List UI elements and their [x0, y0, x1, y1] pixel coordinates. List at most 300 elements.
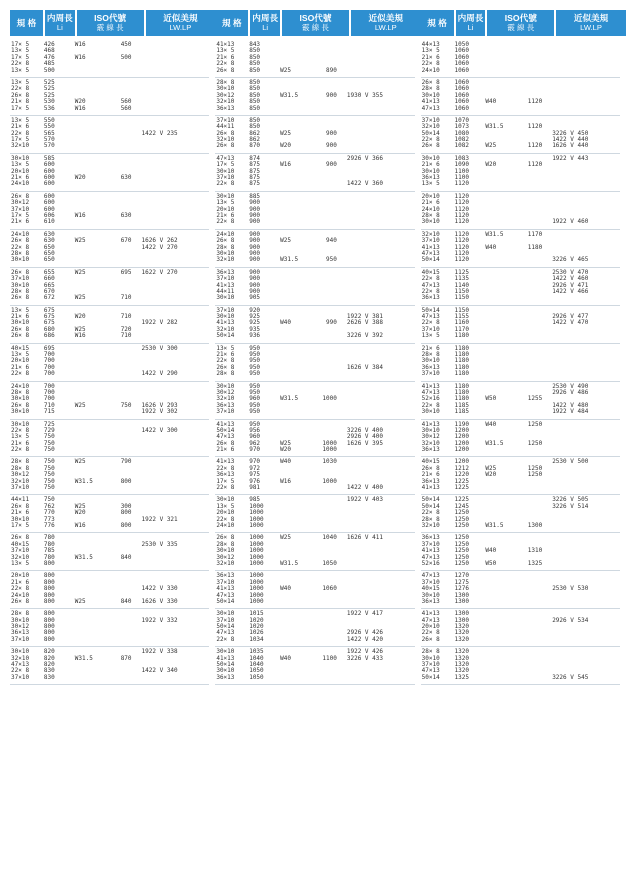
iso-code: W40 [485, 420, 497, 428]
inner-length-cell: 500 [43, 66, 55, 74]
spec-cell: 30×12 [216, 91, 235, 99]
spec-cell: 21× 6 [11, 363, 30, 371]
spec-cell: 26× 8 [421, 142, 440, 150]
inner-length-cell: 725 [43, 420, 55, 428]
iso-length: 710 [120, 313, 132, 321]
inner-length-cell: 950 [249, 370, 261, 378]
spec-cell: 30×10 [421, 408, 440, 416]
lw-cell: 1422 V 360 [346, 180, 383, 188]
iso-length: 710 [120, 294, 132, 302]
spec-cell: 30×12 [421, 433, 440, 441]
row-group [215, 495, 414, 533]
lw-cell: 2926 V 534 [552, 616, 589, 624]
inner-length-cell: 962 [249, 439, 261, 447]
iso-code: W50 [485, 395, 497, 403]
lw-cell: 1922 V 484 [552, 408, 589, 416]
inner-length-cell: 1135 [454, 275, 469, 283]
lw-cell: 2926 V 486 [552, 388, 589, 396]
spec-cell: 36×13 [421, 174, 440, 182]
table-row [421, 181, 620, 187]
inner-length-cell: 750 [43, 464, 55, 472]
iso-length [131, 409, 132, 415]
header-spec [421, 10, 454, 36]
spec-cell: 32×10 [421, 230, 440, 238]
spec-cell: 47×13 [216, 154, 235, 162]
inner-length-cell: 700 [43, 357, 55, 365]
inner-length-cell: 600 [43, 205, 55, 213]
table-row [215, 485, 414, 491]
spec-cell: 21× 6 [11, 174, 30, 182]
inner-length-cell: 1225 [454, 477, 469, 485]
header-inner-length-sublabel: Li [467, 23, 474, 32]
spec-cell: 13× 5 [421, 47, 440, 55]
iso-length [541, 295, 542, 301]
iso-cell [483, 409, 550, 415]
inner-length-cell: 485 [43, 60, 55, 68]
spec-cell: 36×13 [421, 446, 440, 454]
spec-cell: 30×10 [216, 610, 235, 618]
spec-cell: 50×14 [421, 256, 440, 264]
spec-cell: 40×15 [421, 458, 440, 466]
inner-length-cell: 1320 [454, 648, 469, 656]
spec-cell: 37×10 [216, 275, 235, 283]
spec-cell: 36×13 [216, 104, 235, 112]
lw-cell: 1626 V 330 [141, 597, 178, 605]
iso-length: 1120 [527, 98, 543, 106]
table-body [10, 40, 209, 884]
inner-length-cell: 985 [249, 496, 261, 504]
inner-length-cell: 525 [43, 85, 55, 93]
lw-cell: 1922 V 338 [141, 648, 178, 656]
spec-cell: 30×10 [11, 154, 30, 162]
spec-cell: 36×13 [216, 673, 235, 681]
lw-cell [140, 637, 210, 643]
lw-cell: 2926 V 477 [552, 313, 589, 321]
spec-cell: 28× 8 [216, 243, 235, 251]
lw-cell [140, 219, 210, 225]
spec-cell: 41×13 [421, 547, 440, 555]
spec-cell: 37×10 [11, 547, 30, 555]
iso-cell [278, 295, 345, 301]
iso-code [279, 523, 280, 529]
row-group [215, 268, 414, 306]
iso-code: W25 [280, 534, 291, 542]
lw-cell [550, 447, 620, 453]
spec-cell: 41×13 [216, 41, 235, 48]
spec-cell: 41×13 [421, 243, 440, 251]
iso-code: W16 [74, 104, 86, 112]
spec-cell: 22× 8 [11, 426, 30, 434]
spec-cell: 37×10 [11, 635, 30, 643]
iso-cell [483, 68, 550, 74]
inner-length-cell: 600 [43, 199, 55, 207]
iso-length [541, 68, 542, 74]
iso-code [279, 599, 280, 605]
inner-length-cell: 1060 [454, 104, 469, 112]
iso-length [336, 333, 337, 339]
iso-length [541, 181, 542, 187]
inner-length-cell: 1300 [454, 610, 469, 618]
iso-length: 1250 [527, 464, 543, 472]
spec-cell: 32×10 [11, 142, 30, 150]
inner-length-cell: 830 [43, 667, 55, 675]
inner-length-cell: 780 [43, 553, 55, 561]
header-iso-sublabel: 霰 線 長 [507, 23, 535, 32]
inner-length-cell: 1000 [249, 597, 264, 605]
row-group [215, 154, 414, 192]
iso-code: W40 [485, 243, 497, 251]
spec-cell: 50×14 [216, 623, 235, 631]
header-iso-sublabel: 霰 線 長 [301, 23, 329, 32]
iso-length [131, 485, 132, 491]
lw-cell [550, 561, 620, 567]
spec-cell: 30×10 [421, 654, 440, 662]
inner-length-cell: 950 [249, 401, 261, 409]
lw-cell [550, 371, 620, 377]
inner-length-cell: 1000 [249, 572, 264, 580]
spec-cell: 21× 8 [11, 98, 30, 106]
lw-cell: 1422 V 420 [346, 635, 383, 643]
inner-length-cell: 1250 [454, 534, 469, 542]
spec-cell: 32×10 [11, 477, 30, 485]
lw-cell: 1922 V 321 [141, 515, 178, 523]
inner-length-cell: 1034 [249, 635, 264, 643]
iso-cell [73, 523, 140, 529]
table-row [215, 447, 414, 453]
spec-cell: 13× 5 [216, 502, 235, 510]
inner-length-cell: 600 [43, 180, 55, 188]
spec-cell: 30×10 [216, 313, 235, 321]
spec-cell: 21× 6 [216, 53, 235, 61]
lw-cell [140, 333, 210, 339]
header-inner-length [250, 10, 280, 36]
inner-length-cell: 570 [43, 142, 55, 150]
spec-cell: 50×14 [216, 597, 235, 605]
iso-code [279, 295, 280, 301]
spec-cell: 13× 5 [216, 344, 235, 352]
iso-length: 1100 [322, 654, 337, 662]
inner-length-cell: 875 [249, 161, 261, 169]
lw-cell [550, 485, 620, 491]
inner-length-cell: 655 [43, 268, 55, 276]
spec-cell: 24×10 [11, 591, 30, 599]
spec-cell: 47×13 [11, 661, 30, 669]
spec-cell: 40×15 [421, 585, 440, 593]
spec-cell: 26× 8 [11, 268, 30, 276]
iso-cell [73, 675, 140, 681]
inner-length-cell: 800 [43, 559, 55, 567]
inner-length-cell: 650 [43, 249, 55, 257]
inner-length-cell: 600 [43, 192, 55, 200]
iso-code [279, 485, 280, 491]
inner-length-cell: 1200 [454, 433, 469, 441]
inner-length-cell: 1250 [454, 522, 469, 529]
iso-code: W31.5 [74, 477, 93, 485]
inner-length-cell: 700 [43, 351, 55, 359]
iso-cell [73, 447, 140, 453]
inner-length-cell: 600 [43, 167, 55, 175]
spec-cell: 37×10 [11, 205, 30, 213]
spec-cell: 22× 8 [11, 370, 30, 378]
inner-length-cell: 800 [43, 610, 55, 618]
lw-cell [140, 295, 210, 301]
inner-length-cell: 1000 [249, 534, 264, 542]
lw-cell: 1922 V 332 [141, 616, 178, 624]
inner-length-cell: 900 [249, 275, 261, 283]
row-group [10, 192, 209, 230]
spec-cell: 30×10 [216, 167, 235, 175]
spec-cell: 37×10 [421, 370, 440, 378]
spec-cell: 22× 8 [216, 515, 235, 523]
spec-cell: 50×14 [216, 661, 235, 669]
inner-length-cell: 630 [43, 237, 55, 245]
inner-length-cell: 950 [249, 357, 261, 365]
iso-cell [278, 219, 345, 225]
inner-length-cell: 715 [43, 408, 55, 416]
inner-length-cell: 785 [43, 547, 55, 555]
spec-cell: 21× 6 [11, 509, 30, 517]
spec-cell: 26× 8 [216, 534, 235, 542]
header-inner-length-sublabel: Li [56, 23, 63, 32]
inner-length-cell: 900 [249, 199, 261, 207]
inner-length-cell: 1320 [454, 623, 469, 631]
inner-length-cell: 885 [249, 192, 261, 200]
spec-cell: 22× 8 [11, 129, 30, 137]
spec-cell: 22× 8 [421, 136, 440, 144]
spec-cell: 28× 8 [11, 458, 30, 466]
iso-code: W25 [74, 268, 86, 276]
spec-cell: 26× 8 [11, 534, 30, 542]
iso-length [131, 143, 132, 149]
iso-code [484, 447, 485, 453]
row-group [10, 230, 209, 268]
spec-cell: 30×10 [421, 591, 440, 599]
iso-length [336, 409, 337, 415]
iso-length [541, 447, 542, 453]
inner-length-cell: 1000 [249, 547, 264, 555]
spec-cell: 13× 5 [216, 199, 235, 207]
spec-table [215, 10, 414, 884]
row-group [215, 533, 414, 571]
spec-cell: 22× 8 [11, 585, 30, 593]
inner-length-cell: 1180 [454, 388, 469, 396]
inner-length-cell: 550 [43, 116, 55, 124]
inner-length-cell: 1035 [249, 648, 264, 656]
inner-length-cell: 935 [249, 325, 261, 333]
iso-length: 1120 [527, 161, 543, 169]
spec-cell: 22× 8 [421, 287, 440, 295]
inner-length-cell: 1083 [454, 154, 469, 162]
spec-cell: 26× 8 [11, 502, 30, 510]
spec-cell: 32×10 [11, 553, 30, 561]
spec-cell: 22× 8 [421, 401, 440, 409]
inner-length-cell: 1180 [454, 370, 469, 378]
table-row [421, 257, 620, 263]
row-group [215, 344, 414, 382]
inner-length-cell: 1200 [454, 439, 469, 447]
spec-cell: 22× 8 [216, 635, 235, 643]
spec-cell: 28× 8 [421, 85, 440, 93]
inner-length-cell: 672 [43, 294, 55, 302]
lw-cell [345, 106, 415, 112]
spec-cell: 36×13 [216, 268, 235, 276]
lw-cell: 1622 V 270 [141, 268, 178, 276]
row-group [421, 344, 620, 382]
iso-length: 990 [326, 319, 337, 327]
iso-length: 1310 [527, 547, 543, 555]
iso-code [484, 371, 485, 377]
spec-cell: 20×10 [11, 167, 30, 175]
inner-length-cell: 1073 [454, 123, 469, 131]
iso-code: W31.5 [485, 522, 504, 529]
spec-cell: 21× 6 [421, 199, 440, 207]
spec-cell: 32×10 [216, 559, 235, 567]
lw-cell: 1922 V 403 [346, 496, 383, 504]
row-group [421, 457, 620, 495]
inner-length-cell: 1150 [454, 287, 469, 295]
iso-length: 560 [120, 98, 132, 106]
iso-code [484, 106, 485, 112]
inner-length-cell: 600 [43, 161, 55, 169]
inner-length-cell: 1250 [454, 540, 469, 548]
lw-cell: 1626 V 293 [141, 401, 178, 409]
lw-cell [345, 68, 415, 74]
spec-cell: 21× 6 [11, 123, 30, 131]
table-row [10, 637, 209, 643]
spec-cell: 17× 5 [11, 522, 30, 529]
iso-code [484, 409, 485, 415]
iso-length: 1325 [527, 559, 543, 567]
iso-length: 800 [120, 477, 132, 485]
spec-cell: 32×10 [216, 256, 235, 264]
inner-length-cell: 1060 [454, 53, 469, 61]
iso-code: W20 [485, 471, 497, 479]
lw-cell: 3226 V 465 [552, 256, 589, 264]
spec-cell: 41×13 [216, 654, 235, 662]
spec-cell: 21× 6 [11, 313, 30, 321]
inner-length-cell: 1180 [454, 357, 469, 365]
spec-cell: 32×10 [216, 325, 235, 333]
iso-length [131, 219, 132, 225]
lw-cell [140, 561, 210, 567]
table-row [421, 219, 620, 225]
spec-cell: 50×14 [421, 306, 440, 314]
spec-cell: 30×12 [11, 471, 30, 479]
inner-length-cell: 476 [43, 53, 55, 61]
inner-length-cell: 1170 [454, 325, 469, 333]
iso-length: 800 [120, 509, 132, 517]
iso-length: 950 [326, 256, 337, 264]
spec-cell: 30×10 [11, 281, 30, 289]
inner-length-cell: 426 [43, 41, 55, 48]
inner-length-cell: 950 [249, 351, 261, 359]
inner-length-cell: 700 [43, 363, 55, 371]
iso-length [336, 181, 337, 187]
spec-cell: 37×10 [11, 484, 30, 492]
inner-length-cell: 1020 [249, 623, 264, 631]
iso-length: 1255 [527, 395, 543, 403]
inner-length-cell: 1120 [454, 237, 469, 245]
iso-length: 1000 [322, 395, 337, 403]
lw-cell [550, 523, 620, 529]
spec-cell: 30×10 [216, 192, 235, 200]
inner-length-cell: 1150 [454, 306, 469, 314]
iso-code: W40 [280, 319, 291, 327]
inner-length-cell: 950 [249, 363, 261, 371]
inner-length-cell: 850 [249, 47, 261, 55]
spec-cell: 30×10 [421, 154, 440, 162]
inner-length-cell: 700 [43, 382, 55, 390]
spec-cell: 13× 5 [11, 433, 30, 441]
iso-length: 900 [326, 91, 337, 99]
spec-cell: 47×13 [421, 388, 440, 396]
lw-cell: 1922 V 381 [346, 313, 383, 321]
header-spec [215, 10, 248, 36]
iso-length [336, 106, 337, 112]
iso-code: W25 [280, 237, 291, 245]
spec-cell: 30×10 [216, 648, 235, 656]
iso-code: W25 [74, 294, 86, 302]
inner-length-cell: 1026 [249, 629, 264, 637]
row-group [215, 457, 414, 495]
inner-length-cell: 1000 [249, 559, 264, 567]
spec-cell: 41×13 [216, 319, 235, 327]
spec-cell: 37×10 [421, 578, 440, 586]
inner-length-cell: 525 [43, 78, 55, 86]
spec-cell: 28× 8 [421, 211, 440, 219]
lw-cell: 2926 V 400 [346, 433, 383, 441]
table-row [421, 333, 620, 339]
inner-length-cell: 850 [249, 85, 261, 93]
iso-length: 450 [120, 41, 132, 48]
iso-cell [278, 637, 345, 643]
inner-length-cell: 850 [249, 53, 261, 61]
row-group [10, 344, 209, 382]
inner-length-cell: 830 [43, 673, 55, 681]
row-group [10, 78, 209, 116]
inner-length-cell: 1000 [249, 585, 264, 593]
spec-cell: 17× 5 [11, 41, 30, 48]
inner-length-cell: 950 [249, 420, 261, 428]
inner-length-cell: 981 [249, 484, 261, 492]
row-group [215, 382, 414, 420]
header-iso-sublabel: 霰 線 長 [96, 23, 124, 32]
spec-cell: 30×10 [216, 382, 235, 390]
spec-cell: 36×13 [421, 294, 440, 302]
row-group [215, 78, 414, 116]
inner-length-cell: 875 [249, 167, 261, 175]
table-row [10, 599, 209, 605]
table-row [10, 561, 209, 567]
table-row [215, 561, 414, 567]
iso-cell [278, 561, 345, 567]
spec-cell: 21× 6 [11, 578, 30, 586]
inner-length-cell: 1185 [454, 408, 469, 416]
inner-length-cell: 1275 [454, 578, 469, 586]
spec-cell: 47×13 [421, 616, 440, 624]
table-row [421, 523, 620, 529]
inner-length-cell: 650 [43, 256, 55, 264]
iso-cell [483, 106, 550, 112]
inner-length-cell: 776 [43, 522, 55, 529]
lw-cell [345, 257, 415, 263]
inner-length-cell: 905 [249, 294, 261, 302]
iso-length: 1120 [527, 123, 543, 131]
inner-length-cell: 700 [43, 370, 55, 378]
iso-cell [278, 675, 345, 681]
iso-cell [73, 295, 140, 301]
spec-cell: 47×13 [216, 629, 235, 637]
